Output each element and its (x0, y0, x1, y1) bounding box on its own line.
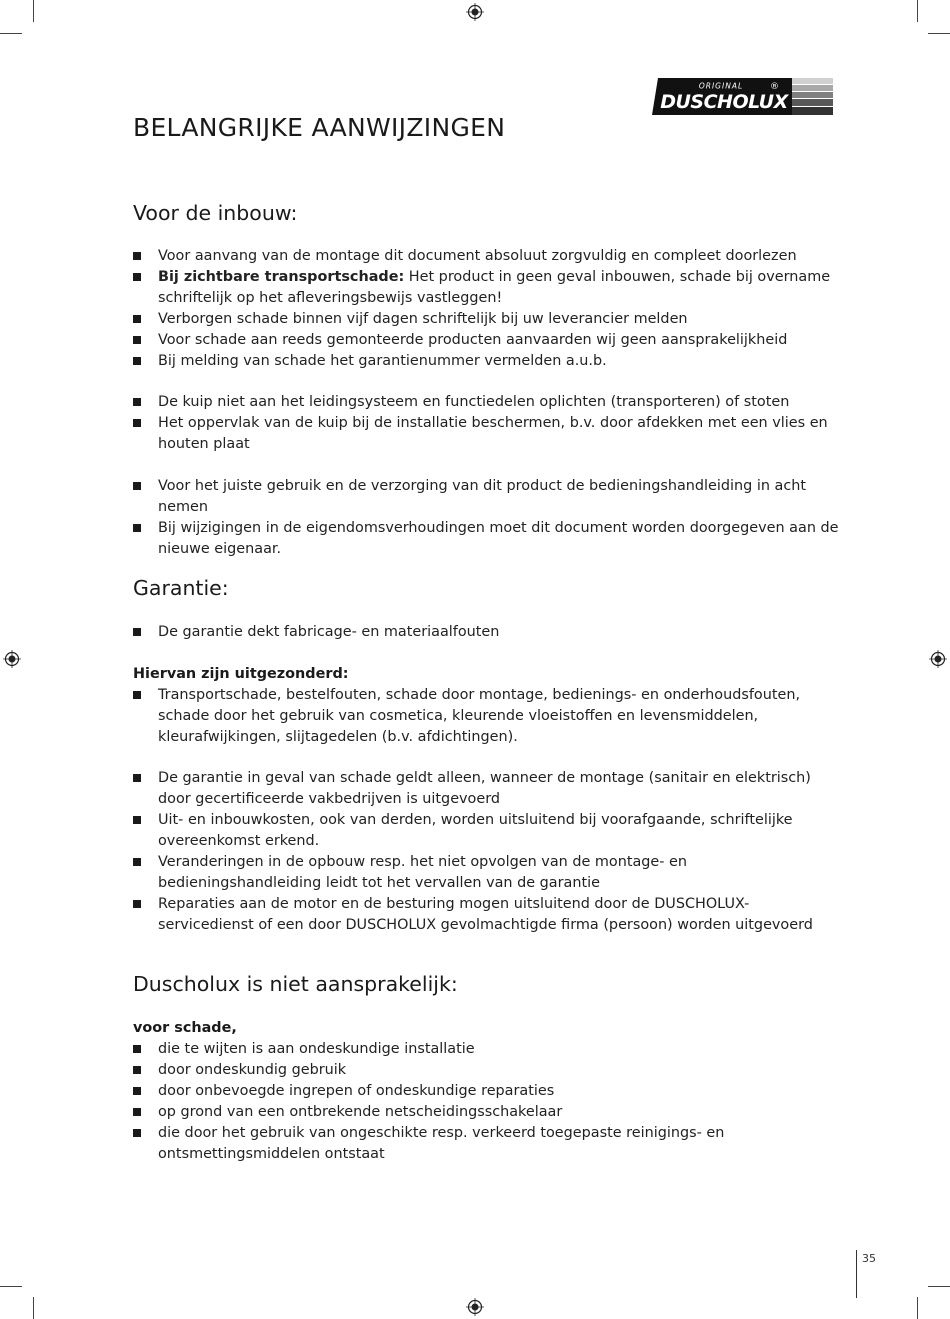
subheading-exclusions: Hiervan zijn uitgezonderd: (133, 666, 349, 682)
list-item-text: De garantie dekt fabricage- en materiaalfouten (158, 624, 500, 640)
square-bullet-icon (133, 315, 141, 323)
list-item-text: Het oppervlak van de kuip bij de installatie beschermen, b.v. door afdekken met een vlies en houten plaat (158, 415, 828, 452)
subheading-voor-schade: voor schade, (133, 1020, 237, 1036)
list-item-text: Verborgen schade binnen vijf dagen schriftelijk bij uw leverancier melden (158, 311, 688, 327)
square-bullet-icon (133, 252, 141, 260)
list-item (133, 768, 843, 810)
square-bullet-icon (133, 774, 141, 782)
list-item (133, 330, 843, 351)
list-item-text: Veranderingen in de opbouw resp. het niet opvolgen van de montage- en bedieningshandleiding leidt tot het vervallen van de garantie (158, 854, 688, 891)
page-number-divider (856, 1250, 857, 1298)
bullet-list (133, 622, 843, 643)
list-item-text: die door het gebruik van ongeschikte resp. verkeerd toegepaste reinigings- en ontsmettingsmiddelen ontstaat (158, 1125, 725, 1162)
section-heading-garantie: Garantie: (133, 576, 229, 600)
square-bullet-icon (133, 357, 141, 365)
list-item (133, 1060, 843, 1081)
square-bullet-icon (133, 900, 141, 908)
list-item-text: Bij wijzigingen in de eigendomsverhoudingen moet dit document worden doorgegeven aan de nieuwe eigenaar. (158, 520, 839, 557)
page-number: 35 (862, 1252, 876, 1265)
registration-mark-icon (929, 650, 947, 668)
page-title: BELANGRIJKE AANWIJZINGEN (133, 113, 506, 142)
bullet-list (133, 392, 843, 455)
list-item (133, 309, 843, 330)
crop-mark (0, 33, 22, 34)
bullet-list (133, 1039, 843, 1165)
list-item (133, 476, 843, 518)
list-item-text: Voor aanvang van de montage dit document absoluut zorgvuldig en compleet doorlezen (158, 248, 797, 264)
logo-text: DUSCHOLUX (660, 91, 788, 113)
list-item (133, 1123, 843, 1165)
square-bullet-icon (133, 482, 141, 490)
square-bullet-icon (133, 398, 141, 406)
list-item (133, 351, 843, 372)
crop-mark (917, 1297, 918, 1319)
bullet-list (133, 685, 843, 748)
crop-mark (928, 1286, 950, 1287)
crop-mark (928, 33, 950, 34)
registration-mark-icon (466, 3, 484, 21)
square-bullet-icon (133, 1129, 141, 1137)
list-item (133, 413, 843, 455)
list-item-text: Transportschade, bestelfouten, schade door montage, bedienings- en onderhoudsfouten, schade door het gebruik van cosmetica, kleurende vloeistoffen en levensmiddelen, kleurafwijkingen, slijtagedelen (b.v. afdichtingen). (158, 687, 801, 745)
list-item (133, 622, 843, 643)
list-item (133, 1102, 843, 1123)
list-item (133, 1081, 843, 1102)
bullet-list (133, 768, 843, 936)
list-item-text: Voor schade aan reeds gemonteerde producten aanvaarden wij geen aansprakelijkheid (158, 332, 788, 348)
square-bullet-icon (133, 691, 141, 699)
registration-mark-icon (466, 1298, 484, 1316)
list-item-text: Bij melding van schade het garantienummer vermelden a.u.b. (158, 353, 607, 369)
list-item (133, 518, 843, 560)
square-bullet-icon (133, 1066, 141, 1074)
list-item-text: op grond van een ontbrekende netscheidingsschakelaar (158, 1104, 563, 1120)
crop-mark (917, 0, 918, 22)
logo-subtext: ORIGINAL (698, 81, 744, 91)
list-item-text: Het product in geen geval inbouwen, schade bij overname schriftelijk op het afleveringsbewijs vastleggen! (158, 269, 831, 306)
square-bullet-icon (133, 628, 141, 636)
square-bullet-icon (133, 816, 141, 824)
logo-registered-mark: ® (770, 82, 779, 92)
list-item-text: De garantie in geval van schade geldt alleen, wanneer de montage (sanitair en elektrisch) door gecertificeerde vakbedrijven is uitgevoerd (158, 770, 811, 807)
bullet-list (133, 476, 843, 560)
list-item-text: Reparaties aan de motor en de besturing mogen uitsluitend door de DUSCHOLUX-servicedienst of een door DUSCHOLUX gevolmachtigde firma (persoon) worden uitgevoerd (158, 896, 813, 933)
crop-mark (33, 0, 34, 22)
bullet-list (133, 246, 843, 372)
square-bullet-icon (133, 1087, 141, 1095)
list-item (133, 810, 843, 852)
list-item (133, 852, 843, 894)
list-item (133, 1039, 843, 1060)
list-item (133, 392, 843, 413)
list-item-text: door onbevoegde ingrepen of ondeskundige reparaties (158, 1083, 555, 1099)
section-heading-aansprakelijk: Duscholux is niet aansprakelijk: (133, 972, 458, 996)
square-bullet-icon (133, 419, 141, 427)
list-item-text: De kuip niet aan het leidingsysteem en functiedelen oplichten (transporteren) of stoten (158, 394, 790, 410)
list-item-text: door ondeskundig gebruik (158, 1062, 347, 1078)
crop-mark (0, 1286, 22, 1287)
square-bullet-icon (133, 1045, 141, 1053)
square-bullet-icon (133, 336, 141, 344)
square-bullet-icon (133, 273, 141, 281)
list-item-text: Voor het juiste gebruik en de verzorging van dit product de bedieningshandleiding in acht nemen (158, 478, 807, 515)
square-bullet-icon (133, 858, 141, 866)
list-item (133, 894, 843, 936)
registration-mark-icon (3, 650, 21, 668)
duscholux-logo (650, 76, 834, 117)
list-item (133, 246, 843, 267)
section-heading-inbouw: Voor de inbouw: (133, 201, 298, 225)
list-item (133, 685, 843, 748)
crop-mark (33, 1297, 34, 1319)
square-bullet-icon (133, 524, 141, 532)
list-item-text: die te wijten is aan ondeskundige installatie (158, 1041, 475, 1057)
square-bullet-icon (133, 1108, 141, 1116)
list-item-bold-label: Bij zichtbare transportschade: (158, 269, 405, 285)
list-item-text: Uit- en inbouwkosten, ook van derden, worden uitsluitend bij voorafgaande, schriftelijke overeenkomst erkend. (158, 812, 793, 849)
list-item (133, 267, 843, 309)
